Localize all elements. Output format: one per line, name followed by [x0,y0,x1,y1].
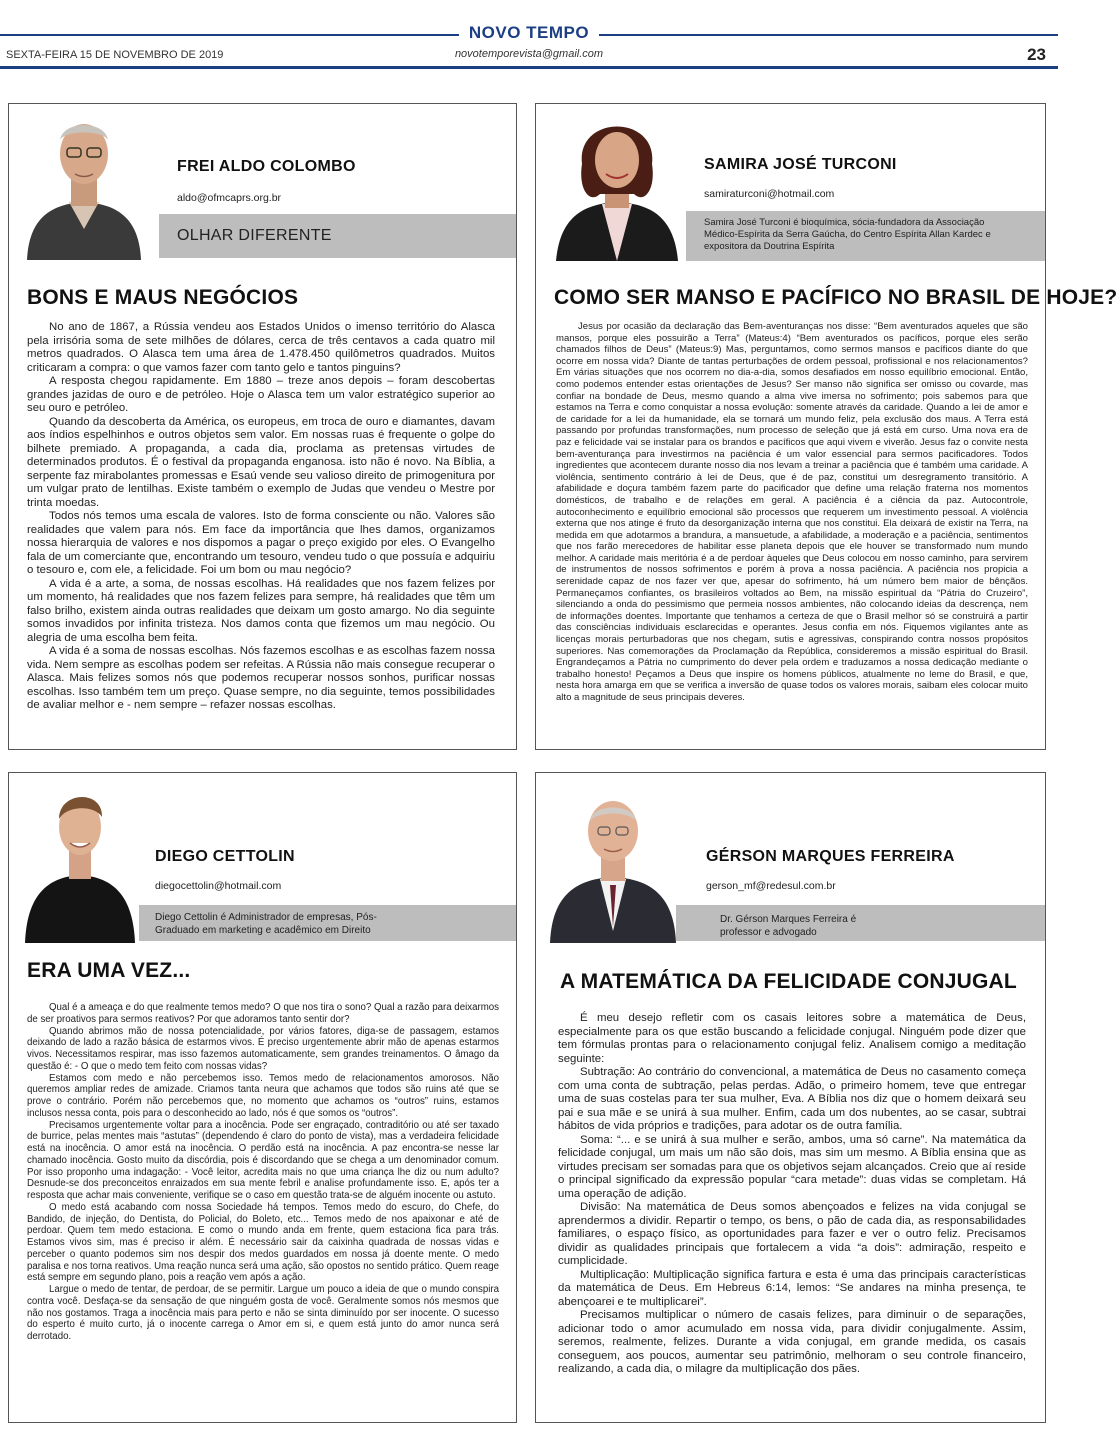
article-gerson [535,772,1046,1423]
paragraph: Precisamos urgentemente voltar para a inocência. Pode ser engraçado, contraditório ou até ser taxado de burrice, pelas mentes mais “astutas” (dependendo é claro do ponto de vista), mas a verdadeira felicidade está na inocência. O amor está na inocência. O perdão está na inocência. A paz encontra-se nesse lar chamado inocência. Gosto muito da discórdia, pois é discordando que se chega a um denominador comum. Por isso proponho uma indagação: - Você leitor, acredita mais no que uma criança lhe diz ou num adulto? Desnude-se dos preconceitos enraizados em sua mente febril e analise profundamente isso. E, após ter a resposta que achar mais conveniente, verifique se o caso em questão trata-se de alguém inocente ou astuto. [27,1119,499,1201]
paragraph: A resposta chegou rapidamente. Em 1880 – treze anos depois – foram descobertas grandes jazidas de ouro e de petróleo. Hoje o Alasca tem um valor estratégico superior ao seu ouro e petróleo. [27,375,495,414]
author-bio: Dr. Gérson Marques Ferreira é professor e advogado [720,914,857,938]
author-name: SAMIRA JOSÉ TURCONI [704,156,897,173]
paragraph: Estamos com medo e não percebemos isso. Temos medo de relacionamentos amorosos. Não queremos ampliar redes de amizade. Criamos tanta neura que achamos que todos são ruins até que se prove o contrário. Porém não percebemos que, no momento que achamos os “outros” ruins, estamos inclusos nessa conta, pois para o desconhecido ao lado, nós é que somos os “outros”. [27,1072,499,1119]
author-name: GÉRSON MARQUES FERREIRA [706,848,955,865]
article-title: COMO SER MANSO E PACÍFICO NO BRASIL DE HOJE? [554,286,1117,309]
author-email: diegocettolin@hotmail.com [155,880,282,892]
author-bio: Samira José Turconi é bioquímica, sócia-fundadora da Associação Médico-Espírita da Serra Gaúcha, do Centro Espírita Allan Kardec e expositora da Doutrina Espírita [704,217,991,252]
column-name: OLHAR DIFERENTE [177,227,332,244]
paragraph: Precisamos multiplicar o número de casais felizes, para diminuir o de separações, adicionar todo o amor acumulado em nossa vida, para dividir conjugalmente. Assim, seremos, realmente, felizes. Durante a vida conjugal, em grande medida, os casais conseguem, aos poucos, aumentar seu patrimônio, melhoram o seu controle financeiro, realizando, a cada dia, o milagre da multiplicação dos pães. [558,1309,1026,1375]
author-email: aldo@ofmcaprs.org.br [177,192,282,204]
paragraph: A vida é a soma de nossas escolhas. Nós fazemos escolhas e as escolhas fazem nossa vida. Nem sempre as escolhas podem ser refeitas. A Rússia não mais consegue recuperar o Alasca. Mais felizes somos nós que podemos recuperar nossos sonhos, purificar nossas escolhas. Isso também tem um preço. Quase sempre, no dia seguinte, temos possibilidades de avaliar melhor e - nem sempre – refazer nossas escolhas. [27,645,495,711]
author-name: FREI ALDO COLOMBO [177,158,356,175]
paragraph: Jesus por ocasião da declaração das Bem-aventuranças nos disse: “Bem aventurados aqueles que são mansos, porque eles possuirão a Terra” (Mateus:4) “Bem aventurados os pacíficos, porque eles serão chamados filhos de Deus” (Mateus:9) Mas, perguntamos, como sermos mansos e pacíficos diante do que ocorre em nossa vida? Diante de tantas perturbações de ordem pessoal, profissional e nos relacionamentos? Em várias situações que nos ocorrem no dia-a-dia, somos desafiados em nosso equilíbrio emocional. Então, como podemos entender estas orientações de Jesus? Ser manso não significa ser omisso ou covarde, mas confiar na bondade de Deus, mesmo quando a alma vive imersa no sofrimento; pois sabemos para que estamos na Terra e como conquistar a nossa evolução: somente através da caridade. Quando a lei de amor e de caridade for a lei da humanidade, ela se tornará um mundo feliz, pela exclusão dos maus. A Terra está passando por profundas transformações, num processo de seleção que já está em curso. Uma nova era de paz e felicidade vai se instalar para os brandos e pacíficos que aqui vivem e viverão. Jesus faz o convite nesta bem-aventurança para investirmos na paciência é um valor essencial para sermos pacificadores. Todos ingredientes que acontecem durante nosso dia nos levam a treinar a paciência que é também uma caridade. A violência, sentimento contrário à lei de Deus, que é de paz, constitui um desregramento transitório. A afabilidade e doçura também fazem parte do pacificador que define uma relação fraterna nos momentos domésticos, de trabalho e de relações em geral. A paciência é a ciência da paz. Autocontrole, autoconhecimento e equilíbrio emocional são processos que requerem um investimento pessoal. A violência externa que nos atinge é fruto da desorganização interna que nos constitui. Ela deixará de existir na Terra, na medida em que adotarmos a brandura, a mansuetude, a afabilidade, a moderação e a paciência, sentimentos que nos farão merecedores de habilitar esse planeta depois que ele houver se transformado num mundo melhor. A caridade mais meritória é a de perdoar àqueles que Deus colocou em nosso caminho, para servirem de instrumentos de nossos sofrimentos e porém à prova a nossa paciência. A paciência nos propicia a serenidade capaz de nos fazer ver que, apesar do sofrimento, há um número bem maior de bênçãos. Permaneçamos confiantes, os brasileiros voltados ao Bem, na missão espiritual da “Pátria do Cruzeiro”, silenciando a onda do pessimismo que permeia nossos ambientes, não colocando ideias da descrença, nem de informações doentes. Importante que tenhamos a certeza de que o Brasil melhor só se construirá a partir das consciências individuais esclarecidas e operantes. Jesus confia em nós. Fiquemos vigilantes ante as licenças morais perturbadoras que nos chegam, sutis e agressivas, conspirando contra nossos propósitos superiores. Nas comemorações da Proclamação da República, consideremos a missão espiritual do Brasil. Engrandeçamos a Pátria no cumprimento do dever pela ordem e traduzamos a nossa dedicação mediante o trabalho honesto! Peçamos a Deus que inspire os homens públicos, atualmente no leme do Brasil, e que, nesta hora amarga em que se verifica a inversão de quase todos os valores morais, saibam eles colocar muito alto a magnitude de seus principais deveres. [556,321,1028,703]
paragraph: No ano de 1867, a Rússia vendeu aos Estados Unidos o imenso território do Alasca pela irrisória soma de sete milhões de dólares, cerca de três centavos a cada quatro mil metros quadrados. O Alasca tem uma área de 1.478.450 quilômetros quadrados. Muitos criticaram a compra: o que vamos fazer com tanto gelo e tantos pinguins? [27,321,495,374]
paragraph: Quando abrimos mão de nossa potencialidade, por vários fatores, diga-se de passagem, estamos deixando de lado a razão básica de estarmos vivos. É preciso urgentemente abrir mão de apenas estarmos vivos. Necessitamos respirar, mas isso fazemos automaticamente, sem grandes treinamentos. O âmago da questão é: - O que o medo tem feito com nossas vidas? [27,1025,499,1072]
article-samira [535,103,1117,750]
paragraph: Subtração: Ao contrário do convencional, a matemática de Deus no casamento começa com uma conta de subtração, pelas perdas. Adão, o primeiro homem, teve que entregar uma de suas costelas para ter sua mulher, Eva. A Bíblia nos diz que o homem deixará seu pai e sua mãe e se unirá à sua mulher. Enfim, cada um dos nubentes, ao se casar, subtrai hábitos de vida próprios e tradições, para adotar os de outra família. [558,1066,1026,1132]
author-photo [554,104,680,261]
author-photo [550,781,676,943]
article-frei-aldo [8,103,517,750]
article-title: ERA UMA VEZ... [27,959,191,982]
article-body [27,1002,499,1343]
issue-date: SEXTA-FEIRA 15 DE NOVEMBRO DE 2019 [6,49,224,61]
author-name: DIEGO CETTOLIN [155,848,295,865]
article-body [558,1012,1026,1377]
paragraph: Quando da descoberta da América, os europeus, em troca de ouro e diamantes, davam aos índios espelhinhos e outros objetos sem valor. Em nossas ruas é frequente o golpe do bilhete premiado. A propaganda, a cada dia, proclama as pretensas virtudes de determinados produtos. É o festival da propaganda enganosa. isto não é novo. Na Bíblia, a serpente faz mirabolantes promessas e Esaú vende seu valioso direito de primogenitura por um vulgar prato de lentilhas. Existe também o exemplo de Judas que vendeu o Mestre por trinta moedas. [27,415,495,509]
author-email: samiraturconi@hotmail.com [704,188,835,200]
header-email: novotemporevista@gmail.com [454,48,604,60]
paragraph: É meu desejo refletir com os casais leitores sobre a matemática de Deus, especialmente para os que estão buscando a felicidade conjugal. Ninguém pode dizer que tem fórmulas prontas para o relacionamento conjugal feliz. Analisem comigo a meditação seguinte: [558,1012,1026,1065]
paragraph: Todos nós temos uma escala de valores. Isto de forma consciente ou não. Valores são realidades que valem para nós. Em face da importância que lhes damos, organizamos nossa hierarquia de valores e nos dispomos a pagar o preço exigido por eles. O Evangelho fala de um comerciante que, encontrando um tesouro, vendeu tudo o que possuía e adquiriu o tesouro e, com ele, a felicidade. Foi um bom ou mau negócio? [27,510,495,576]
paragraph: O medo está acabando com nossa Sociedade há tempos. Temos medo do escuro, do Chefe, do Bandido, de injeção, do Dentista, do Policial, do Boleto, etc... Temos medo de nos apaixonar e até de perdoar. Quem tem medo estaciona. E como o mundo anda em frente, quem estaciona fica para trás. Estamos vivos sim, mas é preciso ir além. É necessário sair da caixinha quadrada de nossas vidas e perceber o quanto podemos sim nos despir dos medos guardados em nossa já doente mente. O medo paralisa e nos torna reativos. Uma reação nunca será uma ação, são opostos no sentido prático. Quem reage está sempre em segundo plano, pois a reação vem após a ação. [27,1201,499,1284]
article-title: A MATEMÁTICA DA FELICIDADE CONJUGAL [560,970,1017,993]
header-bottom-rule [0,66,1058,69]
page-number: 23 [1027,45,1046,64]
article-diego [8,772,517,1423]
paragraph: Soma: “... e se unirá à sua mulher e serão, ambos, uma só carne”. Na matemática da felicidade conjugal, um mais um não são dois, mas sim um mesmo. A Bíblia ensina que as virtudes precisam ser somadas para que os objetivos sejam alcançados. Creio que aí reside o principal significado da expressão popular “cara metade”: duas vidas se completam. Há uma operação de adição. [558,1133,1026,1200]
paragraph: Qual é a ameaça e do que realmente temos medo? O que nos tira o sono? Qual a razão para deixarmos de ser proativos para sermos reativos? Por que adoramos tanto sentir dor? [27,1002,499,1025]
paragraph: A vida é a arte, a soma, de nossas escolhas. Há realidades que nos fazem felizes por um momento, há realidades que nos fazem felizes para sempre, há realidades que têm um falso brilho, existem ainda outras realidades que deixam um gosto amargo. No dia seguinte somos invadidos por infinita tristeza. Nos damos conta que fizemos um mau negócio. Ou alegria de uma escolha bem feita. [27,577,495,644]
paragraph: Largue o medo de tentar, de perdoar, de se permitir. Largue um pouco a ideia de que o mundo conspira contra você. Desfaça-se da sensação de que ninguém gosta de você. Geralmente somos nós mesmos que não nos gostamos. Traga a inocência mais para perto e não se sinta diminuído por ser inocente. O sucesso do esperto é muito curto, já o inocente carrega o Amor em si, e quem está junto do amor nunca será derrotado. [27,1284,499,1342]
article-body [556,321,1028,704]
paragraph: Divisão: Na matemática de Deus somos abençoados e felizes na vida conjugal se aprendermos a dividir. Repartir o tempo, os bens, o pão de cada dia, as responsabilidades familiares, o espaço físico, as oportunidades para fazer e ver o outro feliz. Precisamos dividir as qualidades principais que fortalecem a vida “a dois”: admiração, respeito e cumplicidade. [558,1201,1026,1267]
author-bio: Diego Cettolin é Administrador de empresas, Pós-Graduado em marketing e acadêmico em Direito [155,912,377,936]
author-email: gerson_mf@redesul.com.br [706,880,836,892]
article-body [27,321,495,713]
author-photo [23,104,145,260]
paragraph: Multiplicação: Multiplicação significa fartura e esta é uma das principais características da matemática de Deus. Em Hebreus 6:14, lemos: “Se andares na minha presença, te abençoarei e te multiplicarei”. [558,1268,1026,1308]
author-photo [25,783,135,943]
masthead: NOVO TEMPO [0,23,1058,43]
article-title: BONS E MAUS NEGÓCIOS [27,286,299,309]
